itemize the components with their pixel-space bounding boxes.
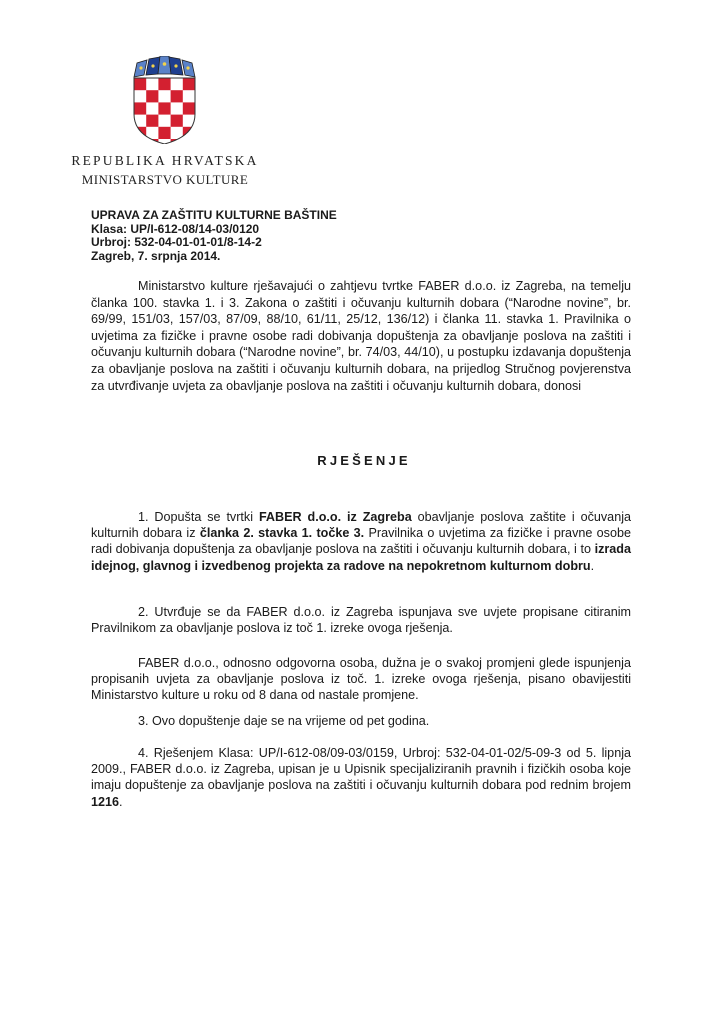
date-line: Zagreb, 7. srpnja 2014. [91,248,221,263]
item-4-text-a: 4. Rješenjem Klasa: UP/I-612-08/09-03/0159, Urbroj: 532-04-01-02/5-09-3 od 5. lipnja 2009., FABER d.o.o. iz Zagreba, upisan je u Upisnik specijaliziranih pravnih i fizičkih osoba koje imaju dopuštenje za obavljanje poslova na zaštiti i očuvanju kulturnih dobara pod rednim brojem [91,746,631,793]
item-4-paragraph [91,745,631,810]
item-1-text-c: obavljanje poslova zaštite i očuvanja kulturnih dobara iz [91,510,631,541]
item-1-scope: izrada idejnog, glavnog i izvedbenog projekta za radove na nepokretnom kulturnom dobru [91,542,631,573]
urbroj-line: Urbroj: 532-04-01-01-01/8-14-2 [91,235,262,250]
item-4-text-c: . [119,794,123,809]
republic-name: REPUBLIKA HRVATSKA [71,153,259,168]
item-1-text-e: . [590,558,595,573]
item-1-text-d: Pravilnika o uvjetima za fizičke i pravne osobe radi dobivanja dopuštenja za obavljanje poslova na zaštiti i očuvanju kulturnih dobara, i to [91,526,631,557]
document-header [91,209,337,263]
croatian-coat-of-arms-icon [131,56,198,144]
item-4-register-number: 1216 [91,794,120,809]
document-title: RJEŠENJE [317,453,411,468]
office-name: UPRAVA ZA ZAŠTITU KULTURNE BAŠTINE [91,208,337,222]
item-1-paragraph [91,509,631,574]
item-2-obligation-paragraph: FABER d.o.o., odnosno odgovorna osoba, dužna je o svakoj promjeni glede ispunjenja propisanih uvjeta za obavljanje poslova iz toč. 1. izreke ovoga rješenja, pisano obavijestiti Ministarstvo kulture u roku od 8 dana od nastale promjene. [91,656,631,703]
intro-paragraph: Ministarstvo kulture rješavajući o zahtjevu tvrtke FABER d.o.o. iz Zagreba, na temelju članka 100. stavka 1. i 3. Zakona o zaštiti i očuvanju kulturnih dobara (“Narodne novine”, br. 69/99, 151/03, 157/03, 87/09, 88/10, 61/11, 25/12, 136/12) i članka 11. stavka 1. Pravilnika o uvjetima za fizičke i pravne osobe radi dobivanja dopuštenja za obavljanje poslova na zaštiti i očuvanju kulturnih dobara (“Narodne novine”, br. 74/03, 44/10), u postupku izdavanja dopuštenja za obavljanje poslova na zaštiti i očuvanju kulturnih dobara, na prijedlog Stručnog povjerenstva za utvrđivanje uvjeta za obavljanje poslova na zaštiti i očuvanju kulturnih dobara, donosi [91,279,631,393]
item-1-text-a: 1. Dopušta se tvrtki [138,510,259,524]
item-1-company: FABER d.o.o. iz Zagreba [258,510,412,524]
ministry-name: MINISTARSTVO KULTURE [81,172,249,187]
item-1-article: članka 2. stavka 1. točke 3. [199,526,365,541]
klasa-line: Klasa: UP/I-612-08/14-03/0120 [91,221,260,236]
item-2-paragraph: 2. Utvrđuje se da FABER d.o.o. iz Zagreba ispunjava sve uvjete propisane citiranim Pravilnikom za obavljanje poslova iz toč 1. izreke ovoga rješenja. [91,605,631,636]
item-3-paragraph: 3. Ovo dopuštenje daje se na vrijeme od pet godina. [138,714,430,728]
